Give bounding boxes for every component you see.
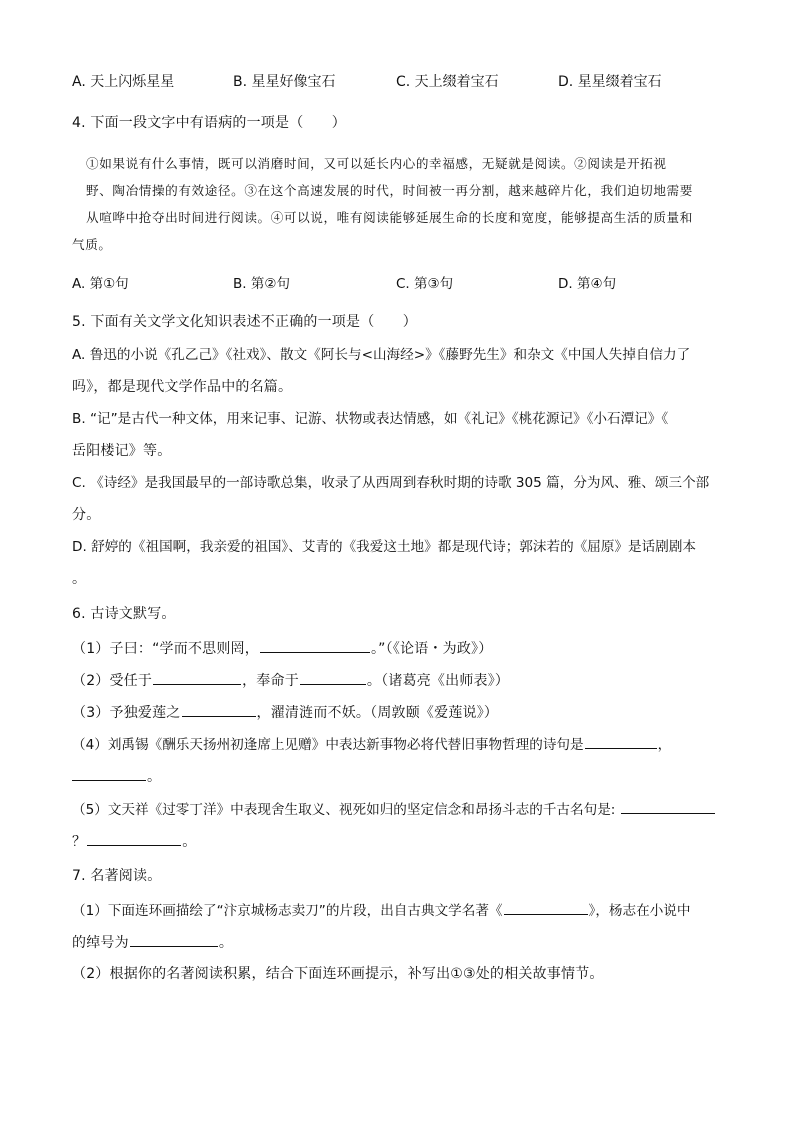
q5-stem: 5. 下面有关文学文化知识表述不正确的一项是（ ） (72, 314, 418, 330)
q4-passage-line: ①如果说有什么事情，既可以消磨时间，又可以延长内心的幸福感，无疑就是阅读。②阅读是开拓视 (86, 156, 667, 171)
q3-option-b: B. 星星好像宝石 (233, 74, 336, 90)
q6-item-1-source: 。”（《论语・为政》） (370, 641, 493, 657)
q4-passage-line: 从喧哗中抢夺出时间进行阅读。④可以说，唯有阅读能够延展生命的长度和宽度，能够提高生活的质量和 (86, 210, 693, 225)
q5-option-a-line: A. 鲁迅的小说《孔乙己》《社戏》、散文《阿长与<山海经>》《藤野先生》和杂文《中国人失掉自信力了 (72, 347, 691, 363)
q6-item-2-text: （2）受任于 (72, 673, 153, 689)
answer-blank[interactable] (130, 932, 218, 947)
q6-item-1-text: （1）子曰：“学而不思则罔， (72, 641, 259, 657)
q3-option-c: C. 天上缀着宝石 (396, 74, 499, 90)
q4-option-a: A. 第①句 (72, 276, 129, 292)
q4-option-b: B. 第②句 (233, 276, 290, 292)
q6-item-2-mid: ，奉命于 (242, 673, 299, 689)
q5-option-d-line: D. 舒婷的《祖国啊，我亲爱的祖国》、艾青的《我爱这土地》都是现代诗；郭沫若的《屈原》是话剧剧本 (72, 539, 697, 555)
q6-item-4-end: 。 (147, 769, 162, 785)
q7-item-2: （2）根据你的名著阅读积累，结合下面连环画提示，补写出①③处的相关故事情节。 (72, 966, 604, 982)
answer-blank[interactable] (153, 670, 241, 685)
q7-item-1-text: （1）下面连环画描绘了“汴京城杨志卖刀”的片段，出自古典文学名著《 (72, 903, 503, 919)
q5-option-d-line: 。 (72, 571, 87, 587)
q6-stem: 6. 古诗文默写。 (72, 606, 176, 622)
answer-blank[interactable] (585, 734, 657, 749)
q6-item-5-text: （5）文天祥《过零丁洋》中表现舍生取义、视死如归的坚定信念和昂扬斗志的千古名句是: (72, 802, 616, 818)
q6-item-3-text: （3）予独爱莲之 (72, 705, 181, 721)
q5-option-b-line: 岳阳楼记》等。 (72, 443, 172, 459)
q6-item-5 (72, 799, 724, 820)
q6-item-5-end: 。 (182, 834, 197, 850)
q3-option-a: A. 天上闪烁星星 (72, 74, 175, 90)
q6-item-5-cont (72, 831, 724, 852)
answer-blank[interactable] (260, 638, 370, 653)
q6-item-4-comma: ， (657, 737, 672, 753)
answer-blank[interactable] (72, 766, 146, 781)
answer-blank[interactable] (300, 670, 366, 685)
q7-item-1-cont (72, 932, 724, 953)
q4-passage-line: 野、陶冶情操的有效途径。③在这个高速发展的时代，时间被一再分割，越来越碎片化，我们迫切地需要 (86, 183, 693, 198)
q6-item-4 (72, 734, 724, 755)
q6-item-2-source: 。（诸葛亮《出师表》） (366, 673, 510, 689)
q3-option-d: D. 星星缀着宝石 (558, 74, 662, 90)
q5-option-a-line: 吗》，都是现代文学作品中的名篇。 (72, 379, 293, 395)
q6-item-1 (72, 638, 724, 659)
q4-stem: 4. 下面一段文字中有语病的一项是（ ） (72, 115, 347, 131)
q7-item-1-end: 。 (218, 935, 234, 951)
q5-option-c-line: C. 《诗经》是我国最早的一部诗歌总集，收录了从西周到春秋时期的诗歌 305 篇，分为风、雅、颂三个部 (72, 475, 710, 491)
q7-stem: 7. 名著阅读。 (72, 868, 162, 884)
q5-option-c-line: 分。 (72, 507, 101, 523)
q6-item-2 (72, 670, 724, 691)
q6-item-4-cont (72, 766, 724, 787)
answer-blank[interactable] (182, 702, 256, 717)
answer-blank[interactable] (87, 831, 181, 846)
q4-option-c: C. 第③句 (396, 276, 454, 292)
answer-blank[interactable] (504, 900, 588, 915)
q6-item-3-source: ，濯清涟而不妖。（周敦颐《爱莲说》） (256, 705, 499, 721)
q6-item-4-text: （4）刘禹锡《酬乐天扬州初逢席上见赠》中表达新事物必将代替旧事物哲理的诗句是 (72, 737, 584, 753)
q4-passage-line: 气质。 (72, 237, 112, 252)
q4-option-d: D. 第④句 (558, 276, 617, 292)
q6-item-5-question-mark: ？ (72, 834, 87, 850)
answer-blank[interactable] (621, 799, 715, 814)
q6-item-3 (72, 702, 724, 723)
q7-item-1-mid: 》，杨志在小说中 (588, 903, 691, 919)
q7-item-1-nickname-text: 的绰号为 (72, 935, 129, 951)
q7-item-1 (72, 900, 724, 921)
q5-option-b-line: B. “记”是古代一种文体，用来记事、记游、状物或表达情感，如《礼记》《桃花源记》《小石潭记》《 (72, 411, 669, 427)
